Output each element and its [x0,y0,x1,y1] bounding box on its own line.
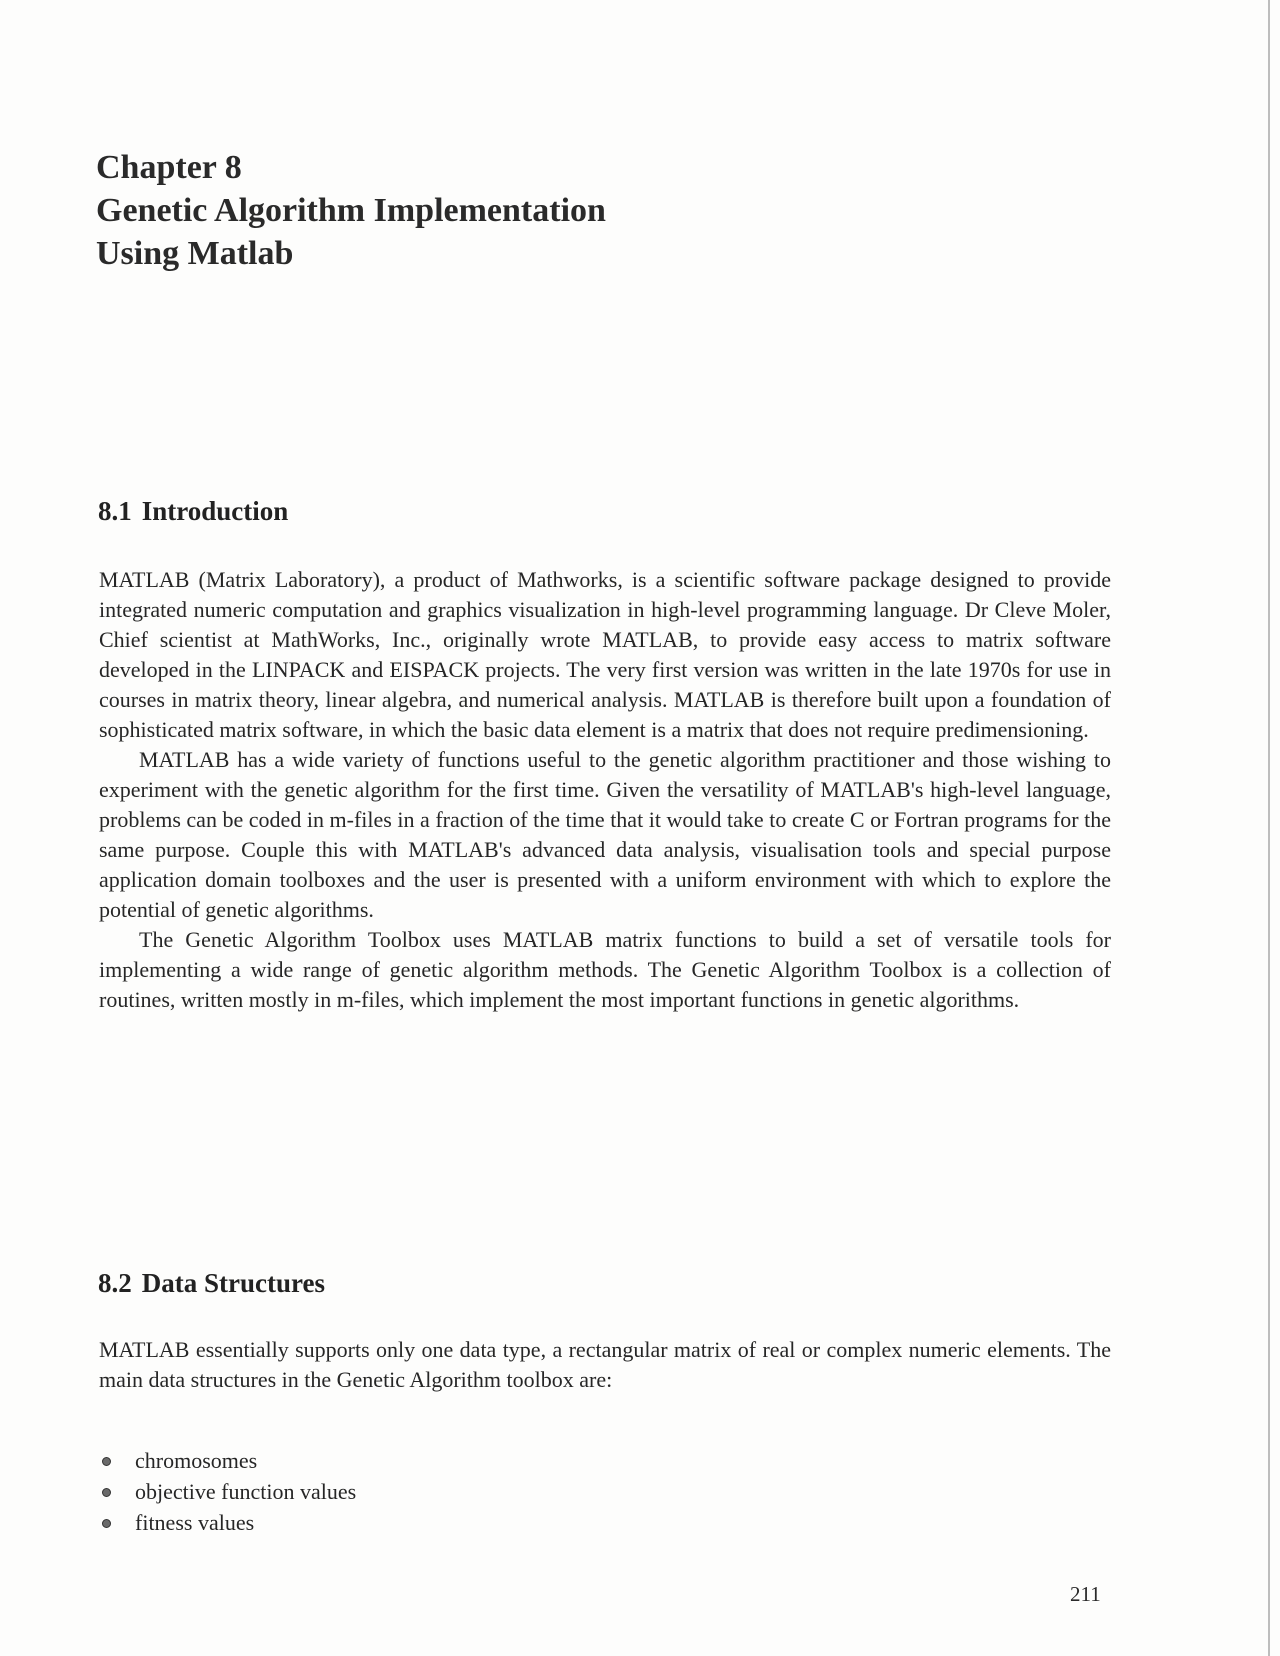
list-item-text: fitness values [135,1510,255,1535]
chapter-title-line2: Using Matlab [96,235,294,272]
list-item-text: chromosomes [135,1448,258,1473]
bullet-icon [102,1457,111,1466]
chapter-heading [96,146,996,275]
paragraph: MATLAB has a wide variety of functions useful to the genetic algorithm practitioner and those wishing to experiment with the genetic algorithm for the first time. Given the versatility of MATLAB's high-level language, problems can be coded in m-files in a fraction of the time that it would take to create C or Fortran programs for the same purpose. Couple this with MATLAB's advanced data analysis, visualisation tools and special purpose application domain toolboxes and the user is presented with a uniform environment with which to explore the potential of genetic algorithms. [99,747,1111,922]
paragraph: The Genetic Algorithm Toolbox uses MATLAB matrix functions to build a set of versatile tools for implementing a wide range of genetic algorithm methods. The Genetic Algorithm Toolbox is a collection of routines, written mostly in m-files, which implement the most important functions in genetic algorithms. [99,927,1111,1012]
section-number: 8.1 [98,496,132,526]
section-title: Data Structures [141,1268,325,1298]
section-heading-data-structures [98,1266,325,1300]
list-item-text: objective function values [135,1479,357,1504]
section-title: Introduction [141,496,289,526]
section-number: 8.2 [98,1268,132,1298]
page-number: 211 [1070,1582,1101,1606]
paragraph: MATLAB (Matrix Laboratory), a product of Mathworks, is a scientific software package designed to provide integrated numeric computation and graphics visualization in high-level programming language. Dr Cleve Moler, Chief scientist at MathWorks, Inc., originally wrote MATLAB, to provide easy access to matrix software developed in the LINPACK and EISPACK projects. The very first version was written in the late 1970s for use in courses in matrix theory, linear algebra, and numerical analysis. MATLAB is therefore built upon a foundation of sophisticated matrix software, in which the basic data element is a matrix that does not require predimensioning. [99,567,1111,742]
list-item [99,1507,356,1538]
data-structures-list [99,1445,356,1538]
section-heading-introduction [98,494,288,528]
bullet-icon [102,1519,111,1528]
chapter-title-line1: Genetic Algorithm Implementation [96,192,606,229]
paragraph: MATLAB essentially supports only one data type, a rectangular matrix of real or complex numeric elements. The main data structures in the Genetic Algorithm toolbox are: [99,1337,1111,1392]
chapter-label: Chapter 8 [96,149,242,186]
bullet-icon [102,1488,111,1497]
data-structures-body [99,1335,1111,1395]
page-edge [1268,0,1270,1656]
list-item [99,1445,356,1476]
introduction-body [99,565,1111,1015]
list-item [99,1476,356,1507]
